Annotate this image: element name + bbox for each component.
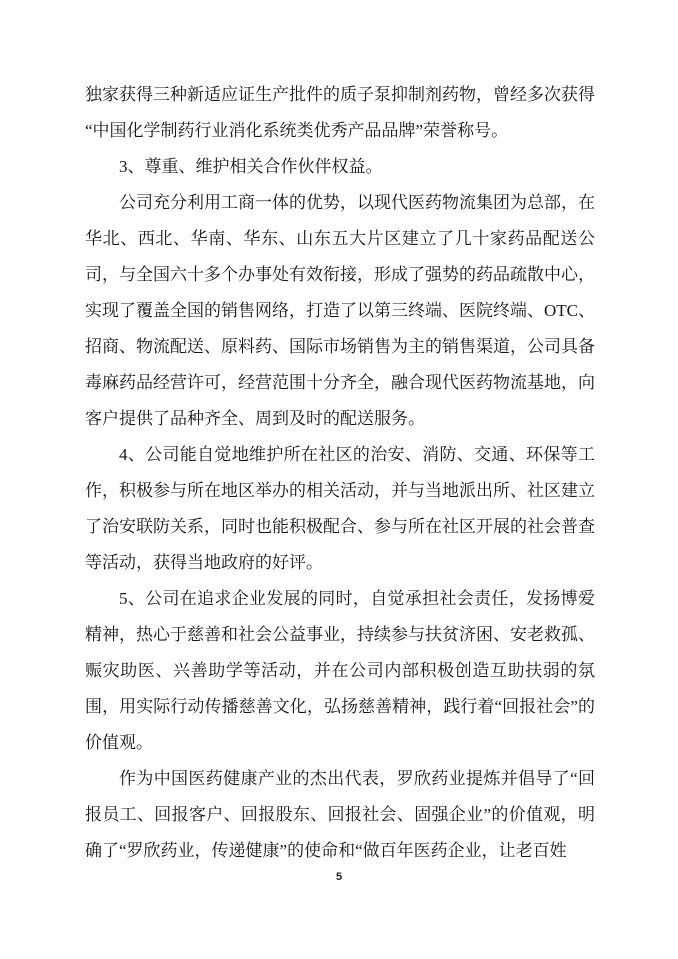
document-body xyxy=(85,77,595,869)
paragraph: 4、公司能自觉地维护所在社区的治安、消防、交通、环保等工作，积极参与所在地区举办的相关活动，并与当地派出所、社区建立了治安联防关系，同时也能积极配合、参与所在社区开展的社会普查等活动，获得当地政府的好评。 xyxy=(85,445,595,572)
paragraph: 独家获得三种新适应证生产批件的质子泵抑制剂药物，曾经多次获得“中国化学制药行业消化系统类优秀产品品牌”荣誉称号。 xyxy=(85,85,595,140)
paragraph: 作为中国医药健康产业的杰出代表，罗欣药业提炼并倡导了“回报员工、回报客户、回报股东、回报社会、固强企业”的价值观，明确了“罗欣药业，传递健康”的使命和“做百年医药企业，让老百姓 xyxy=(85,769,595,860)
paragraph: 5、公司在追求企业发展的同时，自觉承担社会责任，发扬博爱精神，热心于慈善和社会公益事业，持续参与扶贫济困、安老救孤、赈灾助医、兴善助学等活动，并在公司内部积极创造互助扶弱的氛围，用实际行动传播慈善文化，弘扬慈善精神，践行着“回报社会”的价值观。 xyxy=(85,589,595,752)
paragraph: 公司充分利用工商一体的优势，以现代医药物流集团为总部，在华北、西北、华南、华东、山东五大片区建立了几十家药品配送公司，与全国六十多个办事处有效衔接，形成了强势的药品疏散中心，实现了覆盖全国的销售网络，打造了以第三终端、医院终端、OTC、招商、物流配送、原料药、国际市场销售为主的销售渠道，公司具备毒麻药品经营许可，经营范围十分齐全，融合现代医药物流基地，向客户提供了品种齐全、周到及时的配送服务。 xyxy=(85,193,595,428)
paragraph: 3、尊重、维护相关合作伙伴权益。 xyxy=(119,157,383,176)
page-number: 5 xyxy=(335,871,343,883)
